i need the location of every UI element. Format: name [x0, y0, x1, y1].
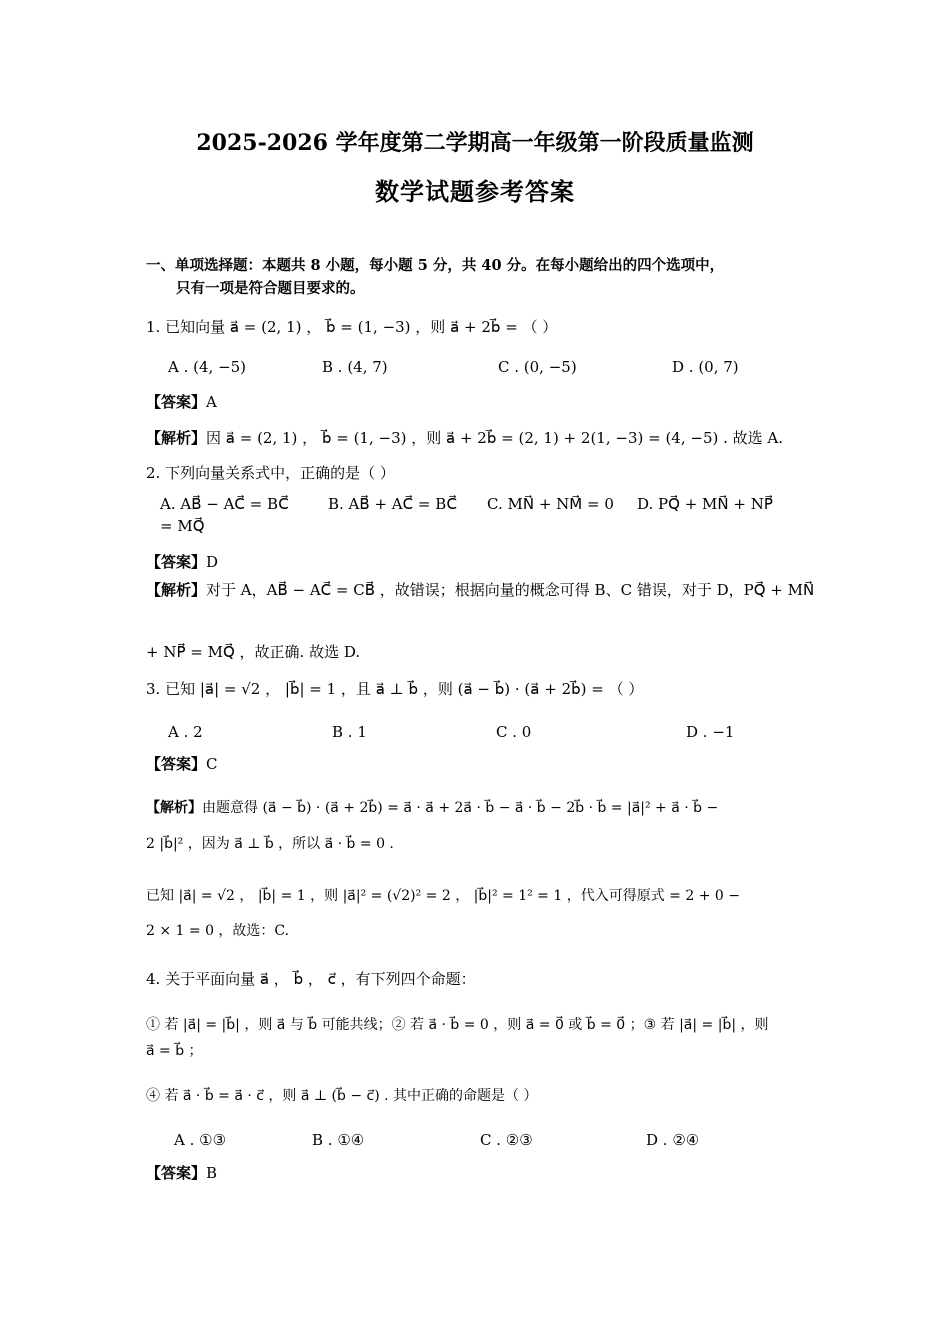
question-4-option-a: A . ①③: [174, 1131, 227, 1149]
document-subtitle: 数学试题参考答案: [375, 177, 575, 206]
question-1-stem: 1. 已知向量 a⃗ = (2, 1) ， b⃗ = (1, −3) ，则 a⃗ + 2b⃗ = （ ）: [146, 318, 558, 336]
question-4-proposition-4: ④ 若 a⃗ · b⃗ = a⃗ · c⃗ ，则 a⃗ ⊥ (b⃗ − c⃗) . 其中正确的命题是（ ）: [146, 1088, 538, 1104]
answer-value: C: [206, 755, 218, 773]
question-1-option-a: A . (4, −5): [168, 358, 247, 376]
question-4-option-d: D . ②④: [646, 1131, 700, 1149]
question-2-option-d: D. PQ⃗ + MN⃗ + NP⃗: [637, 495, 773, 513]
question-4-answer: [146, 1162, 217, 1183]
section-heading-cont: 只有一项是符合题目要求的。: [176, 280, 365, 297]
question-4-propositions-cont: a⃗ = b⃗ ；: [146, 1043, 203, 1059]
question-4-stem: 4. 关于平面向量 a⃗ ， b⃗ ， c⃗ ，有下列四个命题：: [146, 970, 476, 988]
section-heading: 一、单项选择题：本题共 8 小题，每小题 5 分，共 40 分。在每小题给出的四个选项中，: [146, 257, 725, 274]
question-3-analysis-line3: 已知 |a⃗| = √2 ， |b⃗| = 1 ，则 |a⃗|² = (√2)² = 2 ， |b⃗|² = 1² = 1 ，代入可得原式 = 2 + 0 −: [146, 888, 740, 904]
analysis-label: 【解析】: [146, 429, 207, 447]
answer-label: 【答案】: [146, 393, 207, 411]
question-2-analysis-cont: + NP⃗ = MQ⃗ ，故正确. 故选 D.: [146, 643, 361, 661]
analysis-text: 因 a⃗ = (2, 1) ， b⃗ = (1, −3) ，则 a⃗ + 2b⃗ = (2, 1) + 2(1, −3) = (4, −5) . 故选 A.: [206, 429, 784, 447]
question-1-analysis: [146, 427, 783, 448]
answer-label: 【答案】: [146, 755, 207, 773]
question-3-option-a: A . 2: [168, 723, 203, 741]
question-1-option-b: B . (4, 7): [322, 358, 388, 376]
question-3-option-d: D . −1: [686, 723, 735, 741]
analysis-text: 由题意得 (a⃗ − b⃗) · (a⃗ + 2b⃗) = a⃗ · a⃗ + 2a⃗ · b⃗ − a⃗ · b⃗ − 2b⃗ · b⃗ = |a⃗|² + a⃗ · b⃗ −: [202, 800, 719, 816]
question-2-stem: 2. 下列向量关系式中，正确的是（ ）: [146, 464, 395, 482]
question-1-option-d: D . (0, 7): [672, 358, 739, 376]
question-3-answer: [146, 753, 218, 774]
question-2-analysis: [146, 579, 814, 600]
question-3-analysis: [146, 797, 718, 817]
answer-value: B: [206, 1164, 218, 1182]
question-3-option-b: B . 1: [332, 723, 367, 741]
question-3-option-c: C . 0: [496, 723, 532, 741]
question-4-option-b: B . ①④: [312, 1131, 365, 1149]
question-4-option-c: C . ②③: [480, 1131, 533, 1149]
question-3-stem: 3. 已知 |a⃗| = √2 ， |b⃗| = 1 ，且 a⃗ ⊥ b⃗ ，则 (a⃗ − b⃗) · (a⃗ + 2b⃗) = （ ）: [146, 680, 644, 698]
answer-value: D: [206, 553, 219, 571]
analysis-label: 【解析】: [146, 581, 207, 599]
question-1-option-c: C . (0, −5): [498, 358, 577, 376]
question-4-propositions: ① 若 |a⃗| = |b⃗| ，则 a⃗ 与 b⃗ 可能共线；② 若 a⃗ · b⃗ = 0 ，则 a⃗ = 0⃗ 或 b⃗ = 0⃗ ；③ 若 |a⃗| = |b⃗| ，则: [146, 1017, 769, 1033]
question-3-analysis-line2: 2 |b⃗|² ，因为 a⃗ ⊥ b⃗ ，所以 a⃗ · b⃗ = 0 .: [146, 836, 394, 852]
question-1-answer: [146, 391, 217, 412]
question-2-option-b: B. AB⃗ + AC⃗ = BC⃗: [328, 495, 457, 513]
answer-value: A: [206, 393, 217, 411]
analysis-text: 对于 A，AB⃗ − AC⃗ = CB⃗ ，故错误；根据向量的概念可得 B、C 错误，对于 D，PQ⃗ + MN⃗: [206, 581, 815, 599]
answer-label: 【答案】: [146, 1164, 207, 1182]
question-3-analysis-line4: 2 × 1 = 0 ，故选：C.: [146, 923, 290, 939]
question-2-option-c: C. MN⃗ + NM⃗ = 0: [487, 495, 614, 513]
question-2-option-d-cont: = MQ⃗: [160, 517, 205, 535]
question-2-answer: [146, 551, 218, 572]
document-title: 2025-2026 学年度第二学期高一年级第一阶段质量监测: [196, 130, 754, 156]
analysis-label: 【解析】: [146, 800, 202, 816]
answer-label: 【答案】: [146, 553, 207, 571]
question-2-option-a: A. AB⃗ − AC⃗ = BC⃗: [160, 495, 289, 513]
